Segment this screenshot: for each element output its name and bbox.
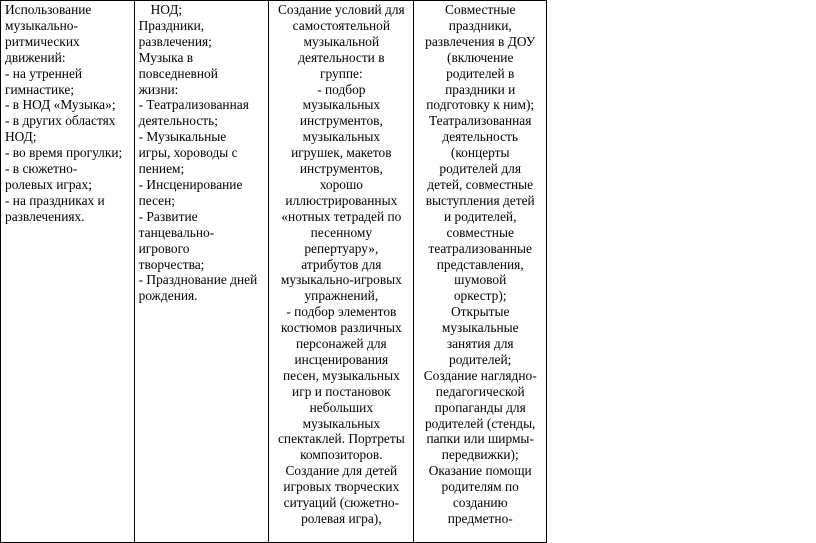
text-line: Создание наглядно-	[423, 367, 537, 383]
text-line: музыкально-игровых	[280, 272, 402, 288]
text-line: родителей в	[446, 65, 515, 81]
text-line: инструментов,	[299, 161, 383, 177]
text-line: пропаганды для	[434, 399, 526, 415]
text-line: - Театрализованная	[138, 97, 249, 113]
text-line: передвижки);	[441, 447, 519, 463]
text-line: музыкальной	[303, 33, 380, 49]
text-line: представления,	[436, 256, 524, 272]
text-line: созданию	[452, 495, 508, 511]
text-line: «нотных тетрадей по	[281, 208, 402, 224]
text-line: оркестр);	[453, 288, 507, 304]
text-line: занятия для	[446, 336, 514, 352]
text-line: шумовой	[454, 272, 507, 288]
text-line: родителям по	[441, 479, 519, 495]
text-line: иллюстрированных	[285, 192, 398, 208]
text-line: музыкально-	[5, 17, 78, 33]
text-line: Музыка в	[138, 49, 194, 65]
text-line: Театрализованная	[428, 113, 532, 129]
text-line: композиторов.	[300, 447, 383, 463]
text-line: ролевых играх;	[5, 176, 92, 192]
text-line: развлечения в ДОУ	[425, 33, 536, 49]
text-line: Создание для детей	[285, 463, 398, 479]
text-line: атрибутов для	[301, 256, 382, 272]
text-line: - подбор	[317, 81, 366, 97]
text-line: - подбор элементов	[286, 304, 397, 320]
text-line: НОД;	[5, 129, 37, 145]
text-line: творчества;	[138, 256, 205, 272]
text-line: деятельность	[442, 129, 518, 145]
cell-work-with-parents	[414, 1, 547, 543]
cell-independent-activity-conditions	[269, 1, 414, 543]
text-line: рождения.	[138, 288, 198, 304]
text-line: развлечения;	[138, 33, 212, 49]
text-line: жизни:	[138, 81, 179, 97]
text-line: - на праздниках и	[5, 192, 105, 208]
text-line: гимнастике;	[5, 81, 75, 97]
text-line: подготовку к ним);	[426, 97, 535, 113]
text-line: - во время прогулки;	[5, 145, 123, 161]
text-line: Совместные	[445, 2, 516, 17]
text-line: (включение	[446, 49, 514, 65]
text-line: движений:	[5, 49, 66, 65]
text-line: педагогической	[435, 383, 525, 399]
text-line: игрушек, макетов	[291, 145, 392, 161]
text-line: хорошо	[319, 176, 363, 192]
text-line: пением;	[138, 161, 185, 177]
text-line: - Инсценирование	[138, 176, 243, 192]
text-line: Праздники,	[138, 17, 205, 33]
text-line: НОД;	[150, 2, 183, 17]
text-line: игрового	[138, 240, 190, 256]
text-line: песенному	[310, 224, 373, 240]
text-line: песен;	[138, 192, 176, 208]
text-line: Создание условий для	[277, 2, 405, 17]
text-line: - на утренней	[5, 65, 83, 81]
text-line: театрализованные	[428, 240, 532, 256]
text-line: музыкальных	[302, 97, 381, 113]
text-line: небольших	[309, 399, 374, 415]
text-line: персонажей для	[295, 336, 387, 352]
text-line: предметно-	[447, 511, 513, 526]
text-line: - Музыкальные	[138, 129, 227, 145]
cell-activities-nod	[134, 1, 269, 543]
text-line: родителей;	[449, 351, 512, 367]
text-line: игр и постановок	[292, 383, 391, 399]
text-line: ритмических	[5, 33, 80, 49]
table-row	[1, 1, 547, 543]
text-line: Оказание помощи	[428, 463, 532, 479]
text-line: праздники,	[448, 17, 512, 33]
text-line: танцевально-	[138, 224, 215, 240]
text-line: папки или ширмы-	[426, 431, 534, 447]
text-line: группе:	[320, 65, 363, 81]
text-line: инструментов,	[299, 113, 383, 129]
text-line: повседневной	[138, 65, 218, 81]
text-line: игры, хороводы с	[138, 145, 238, 161]
text-line: инсценирования	[294, 351, 389, 367]
text-line: песен, музыкальных	[282, 367, 400, 383]
cell-music-rhythmic-movements	[1, 1, 135, 543]
text-line: музыкальных	[302, 415, 381, 431]
text-line: игровых творческих	[283, 479, 400, 495]
text-line: самостоятельной	[292, 17, 391, 33]
text-line: - в сюжетно-	[5, 161, 78, 177]
text-line: Использование	[5, 2, 92, 17]
text-line: родителей (стенды,	[424, 415, 536, 431]
text-line: спектаклей. Портреты	[277, 431, 405, 447]
text-line: музыкальных	[302, 129, 381, 145]
text-line: и родителей,	[443, 208, 517, 224]
text-line: детей, совместные	[427, 176, 534, 192]
text-line: деятельности в	[298, 49, 385, 65]
text-line: выступления детей	[425, 192, 535, 208]
text-line: (концерты	[450, 145, 510, 161]
text-line: ситуаций (сюжетно-	[283, 495, 400, 511]
text-line: музыкальные	[441, 320, 519, 336]
text-line: - Развитие	[138, 208, 198, 224]
text-line: деятельность;	[138, 113, 218, 129]
text-line: совместные	[446, 224, 514, 240]
text-line: репертуару»,	[304, 240, 379, 256]
text-line: костюмов различных	[281, 320, 402, 336]
text-line: ролевая игра),	[301, 511, 382, 526]
text-line: родителей для	[439, 161, 521, 177]
text-line: - Празднование дней	[138, 272, 258, 288]
text-line: праздники и	[445, 81, 516, 97]
text-line: развлечениях.	[5, 208, 85, 224]
text-line: упражнений,	[304, 288, 379, 304]
text-line: - в НОД «Музыка»;	[5, 97, 116, 113]
text-line: - в других областях	[5, 113, 116, 129]
text-line: Открытые	[450, 304, 510, 320]
